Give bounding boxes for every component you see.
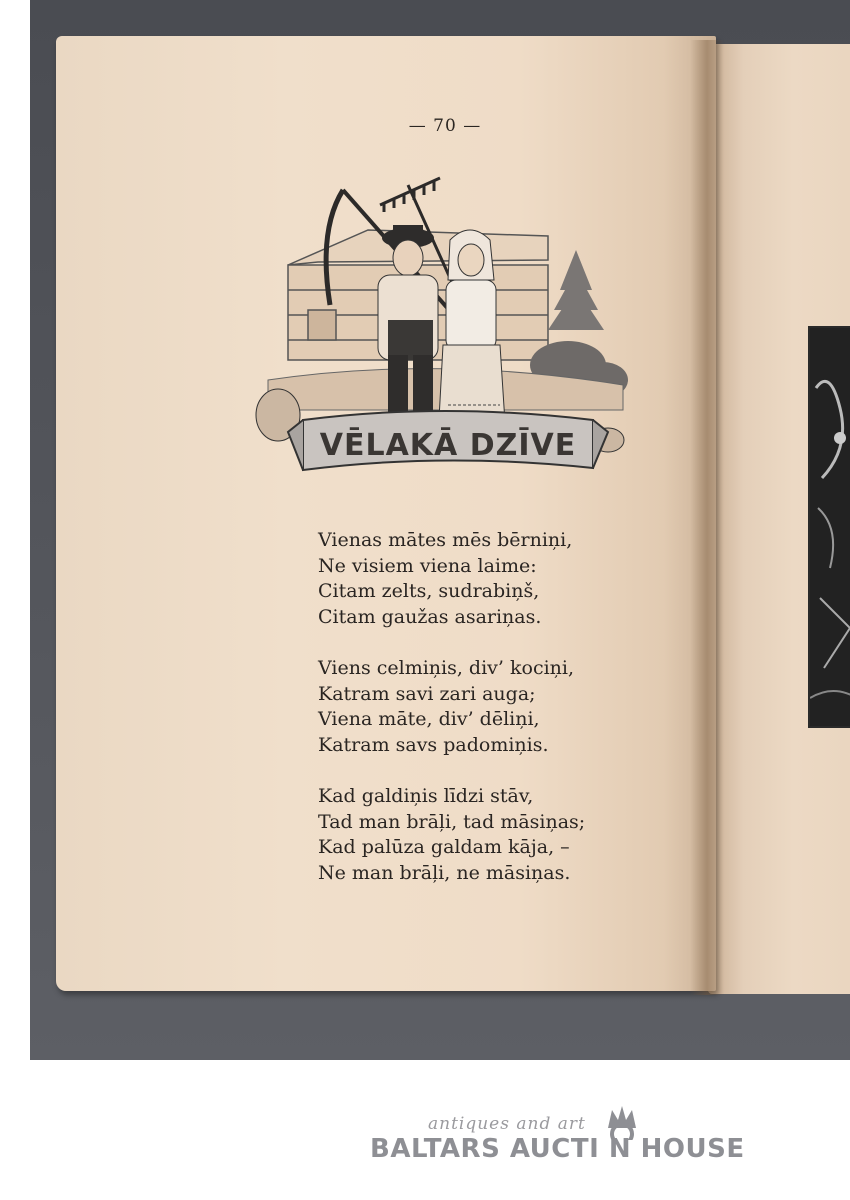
stanza-3 — [318, 784, 618, 886]
poem-line: Kad galdiņis līdzi stāv, — [318, 785, 534, 807]
poem-line: Citam gaužas asariņas. — [318, 605, 542, 628]
poem — [318, 528, 618, 912]
page-number: — 70 — — [408, 116, 482, 136]
headpiece-title: VĒLAKĀ DZĪVE — [319, 428, 577, 463]
title-banner — [288, 411, 608, 470]
poem-line: Katram savi zari auga; — [318, 682, 536, 705]
fir-tree — [548, 250, 604, 330]
poem-line: Viens celmiņis, div’ kociņi, — [318, 657, 575, 679]
watermark-tagline: antiques and art — [428, 1114, 586, 1134]
stanza-1 — [318, 528, 618, 630]
poem-line: Vienas mātes mēs bērniņi, — [318, 529, 573, 551]
poem-line: Ne visiem viena laime: — [318, 554, 537, 577]
poem-line: Ne man brāļi, ne māsiņas. — [318, 861, 571, 884]
engraving-plate-right-page — [808, 326, 850, 728]
poem-line: Citam zelts, sudrabiņš, — [318, 580, 540, 602]
poem-line: Kad palūza galdam kāja, – — [318, 836, 570, 858]
watermark-name: BALTARS AUCTI N HOUSE — [370, 1134, 745, 1164]
poem-line: Tad man brāļi, tad māsiņas; — [318, 810, 586, 833]
auction-house-watermark — [370, 1100, 790, 1180]
stanza-2 — [318, 656, 618, 758]
headpiece-illustration — [248, 170, 638, 500]
poem-line: Viena māte, div’ dēliņi, — [318, 708, 540, 730]
book-gutter — [690, 40, 724, 995]
poem-line: Katram savs padomiņis. — [318, 733, 549, 756]
